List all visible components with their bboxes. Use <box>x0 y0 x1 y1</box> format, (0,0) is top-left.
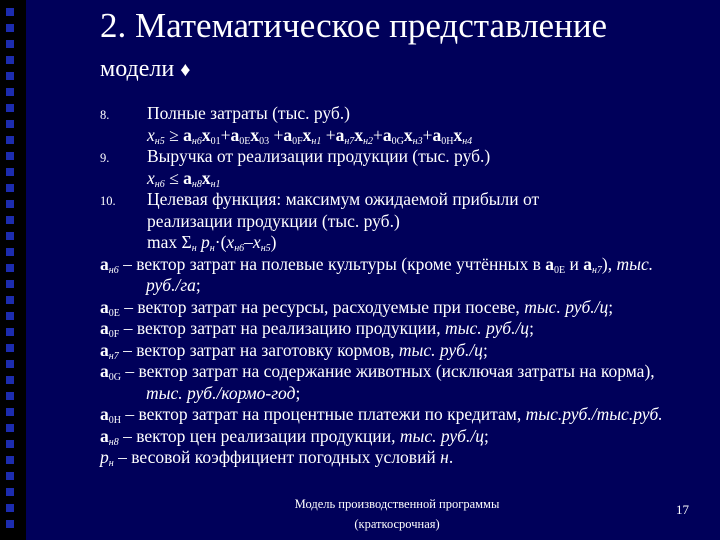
list-item-8 <box>100 103 690 146</box>
item-line: Полные затраты (тыс. руб.) <box>147 103 350 123</box>
bar-square-decoration <box>6 24 14 32</box>
bar-square-decoration <box>6 296 14 304</box>
bar-square-decoration <box>6 120 14 128</box>
bar-square-decoration <box>6 8 14 16</box>
formula-objective: $\max \Sigma_н$ $p_н\cdot(x_{н6}-x_{н5})$ <box>147 232 277 254</box>
definition-a-0e: $a_{0E}$ – вектор затрат на ресурсы, расходуемые при посеве, тыс. руб./ц; <box>100 296 614 319</box>
bar-square-decoration <box>6 280 14 288</box>
item-line: Целевая функция: максимум ожидаемой прибыли от <box>147 189 540 209</box>
bar-square-decoration <box>6 136 14 144</box>
bar-square-decoration <box>6 472 14 480</box>
subtitle-text: модели <box>100 56 175 82</box>
definitions-list <box>100 254 690 469</box>
list-item-10 <box>100 189 690 254</box>
item-number: 8. <box>100 108 110 122</box>
item-line: реализации продукции (тыс. руб.) <box>147 210 400 231</box>
bar-square-decoration <box>6 264 14 272</box>
slide-content <box>100 103 690 469</box>
bar-square-decoration <box>6 376 14 384</box>
bar-square-decoration <box>6 488 14 496</box>
bar-square-decoration <box>6 424 14 432</box>
bar-square-decoration <box>6 216 14 224</box>
definition-a-n6: $a_{н6}$ – вектор затрат на полевые культуры (кроме учтённых в $a_{0E}$ и $a_{н7}$), тыс. руб./га; <box>100 253 654 295</box>
bar-square-decoration <box>6 392 14 400</box>
definition-p-n: $p_н$ – весовой коэффициент погодных условий н. <box>100 447 454 469</box>
bar-square-decoration <box>6 520 14 528</box>
definition-a-n7: $a_{н7}$ – вектор затрат на заготовку кормов, тыс. руб./ц; <box>100 339 488 362</box>
bar-square-decoration <box>6 456 14 464</box>
formula-full-costs: $x_{н5} \ge a_{н6}x_{01}+a_{0E}x_{03} +a_{0F}x_{н1} +a_{н7}x_{н2}+a_{0G}x_{н3}+a_{0H}x_{н4}$ <box>147 124 473 147</box>
bar-square-decoration <box>6 200 14 208</box>
bar-square-decoration <box>6 440 14 448</box>
bar-square-decoration <box>6 168 14 176</box>
definition-a-0f: $a_{0F}$ – вектор затрат на реализацию продукции, тыс. руб./ц; <box>100 318 534 340</box>
bar-square-decoration <box>6 104 14 112</box>
formula-revenue: $x_{н6} \le a_{н8}x_{н1}$ <box>147 167 221 190</box>
bar-square-decoration <box>6 40 14 48</box>
bar-square-decoration <box>6 88 14 96</box>
item-number: 10. <box>100 194 116 208</box>
bar-square-decoration <box>6 248 14 256</box>
slide-subtitle <box>100 54 190 85</box>
bar-square-decoration <box>6 232 14 240</box>
item-line: Выручка от реализации продукции (тыс. руб.) <box>147 146 491 166</box>
bar-square-decoration <box>6 312 14 320</box>
bar-square-decoration <box>6 152 14 160</box>
page-number: 17 <box>676 502 689 517</box>
bar-square-decoration <box>6 328 14 336</box>
list-item-9 <box>100 146 690 189</box>
decorative-left-bar <box>0 0 26 540</box>
bar-square-decoration <box>6 408 14 416</box>
diamond-bullet-icon: ♦ <box>180 59 191 81</box>
bar-square-decoration <box>6 344 14 352</box>
bar-square-decoration <box>6 360 14 368</box>
slide-title: 2. Математическое представление <box>100 6 608 45</box>
bar-square-decoration <box>6 184 14 192</box>
bar-square-decoration <box>6 56 14 64</box>
bar-square-decoration <box>6 72 14 80</box>
item-number: 9. <box>100 151 110 165</box>
footer-caption: Модель производственной программы (краткосрочная) <box>294 497 500 531</box>
definition-a-0h: $a_{0H}$ – вектор затрат на процентные платежи по кредитам, тыс.руб./тыс.руб. <box>100 404 663 426</box>
bar-square-decoration <box>6 504 14 512</box>
definition-a-0g: $a_{0G}$ – вектор затрат на содержание животных (исключая затраты на корма), тыс. руб./кормо-год; <box>100 361 655 403</box>
definition-a-n8: $a_{н8}$ – вектор цен реализации продукции, тыс. руб./ц; <box>100 425 489 448</box>
